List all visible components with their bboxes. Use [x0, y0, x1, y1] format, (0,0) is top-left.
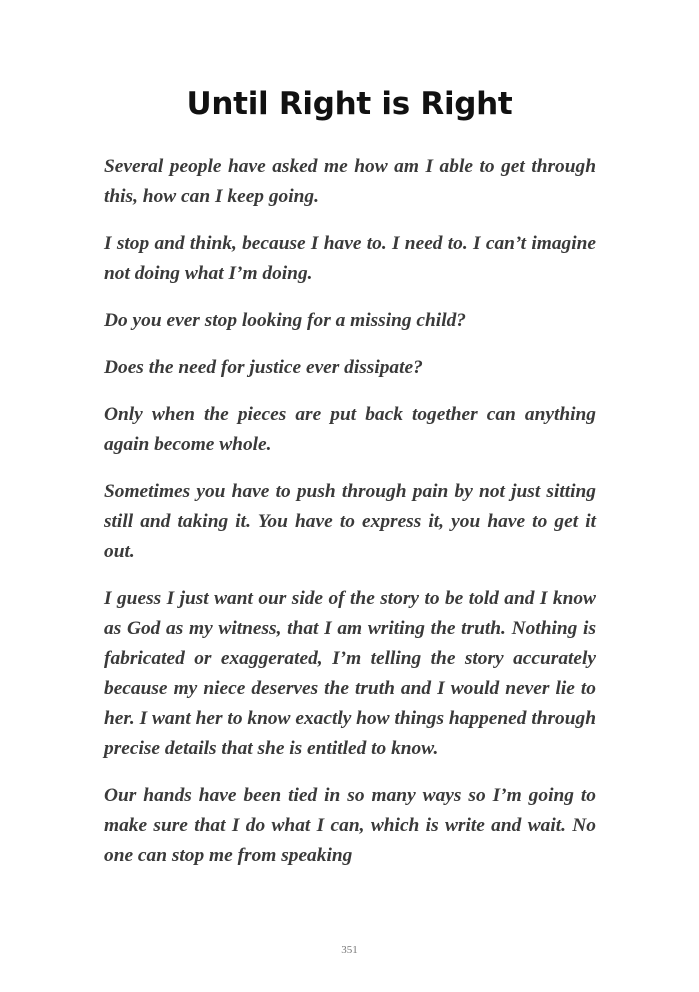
paragraph: Does the need for justice ever dissipate? [104, 357, 423, 378]
paragraph: Sometimes you have to push through pain by not just sitting still and taking it. You have to express it, you have to get it out. [104, 481, 596, 562]
paragraph: Only when the pieces are put back together can anything again become whole. [104, 404, 596, 455]
paragraph: I guess I just want our side of the story to be told and I know as God as my witness, that I am writing the truth. Nothing is fabricated or exaggerated, I’m telling the story accurately because my niece deserves the truth and I would never lie to her. I want her to know exactly how things happened through precise details that she is entitled to know. [104, 588, 596, 759]
page-number: 351 [341, 944, 358, 956]
paragraph: Several people have asked me how am I able to get through this, how can I keep going. [104, 156, 596, 207]
paragraph: Our hands have been tied in so many ways so I’m going to make sure that I do what I can, which is write and wait. No one can stop me from speaking [104, 785, 596, 866]
paragraph: I stop and think, because I have to. I need to. I can’t imagine not doing what I’m doing. [104, 233, 596, 284]
chapter-body [104, 152, 596, 871]
paragraph: Do you ever stop looking for a missing child? [104, 310, 466, 331]
chapter-title: Until Right is Right [186, 86, 513, 122]
